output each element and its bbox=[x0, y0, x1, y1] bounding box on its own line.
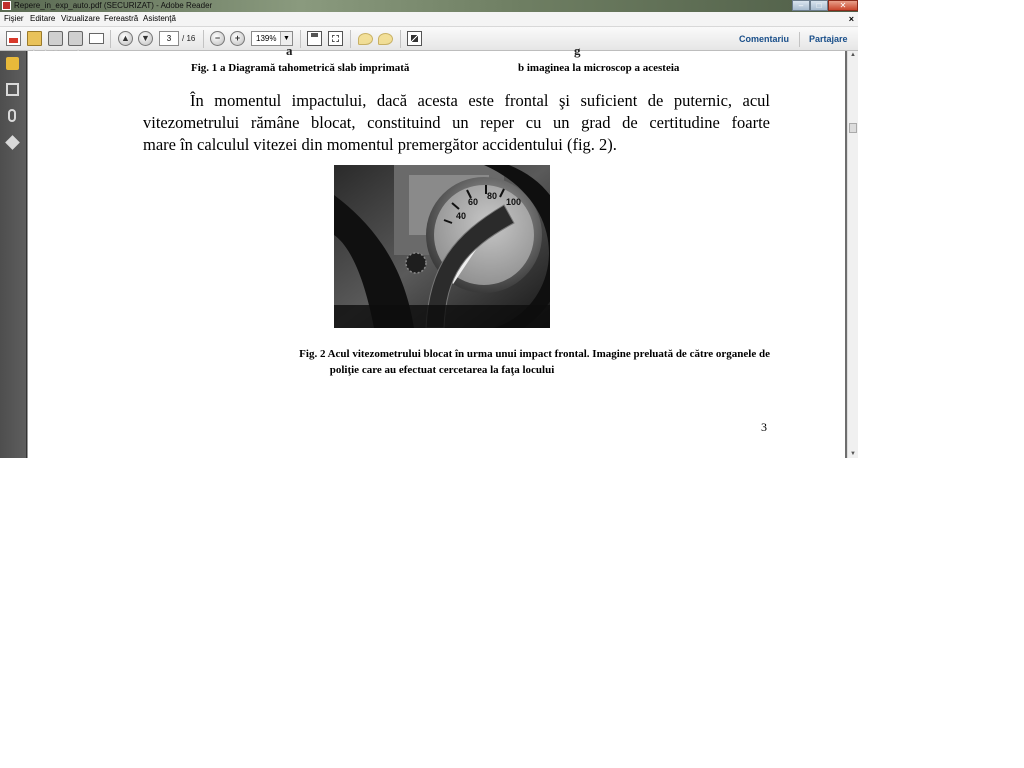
gauge-label: 100 bbox=[506, 197, 522, 207]
layers-icon[interactable] bbox=[5, 135, 20, 150]
fig2-caption-line1: Fig. 2 Acul vitezometrului blocat în urma unui impact frontal. Imagine preluată de către organele de bbox=[299, 348, 770, 360]
chevron-down-icon[interactable]: ▼ bbox=[280, 32, 292, 45]
lock-icon[interactable] bbox=[6, 57, 19, 70]
gauge-label: 60 bbox=[468, 197, 479, 207]
zoom-value: 139% bbox=[256, 34, 277, 43]
navigation-side-panel bbox=[0, 51, 27, 458]
body-paragraph bbox=[143, 90, 770, 156]
toolbar-separator bbox=[400, 30, 401, 48]
document-page[interactable] bbox=[27, 43, 846, 458]
open-folder-icon[interactable] bbox=[27, 31, 42, 46]
page-number-input[interactable]: 3 bbox=[159, 31, 179, 46]
fig2-caption-line2: poliţie care au efectuat cercetarea la faţa locului bbox=[329, 364, 555, 376]
toolbar-separator bbox=[799, 32, 800, 47]
adobe-reader-window bbox=[0, 0, 858, 458]
comment-panel-link[interactable]: Comentariu bbox=[739, 34, 790, 44]
comment-icon[interactable] bbox=[358, 33, 373, 45]
page-up-icon[interactable]: ▲ bbox=[118, 31, 133, 46]
menu-view[interactable]: Vizualizare bbox=[61, 14, 100, 23]
page-number-footer: 3 bbox=[761, 420, 767, 434]
speedometer-photo bbox=[334, 165, 550, 328]
save-icon[interactable] bbox=[68, 31, 83, 46]
scroll-up-icon[interactable]: ▲ bbox=[850, 52, 856, 58]
paragraph-line: În momentul impactului, dacă acesta este frontal şi suficient de puternic, acul bbox=[190, 91, 770, 110]
scrollbar-thumb[interactable] bbox=[849, 123, 857, 133]
toolbar-separator bbox=[350, 30, 351, 48]
paragraph-line: vitezometrului rămâne blocat, constituind un reper cu un grad de certitudine foarte bbox=[143, 113, 770, 132]
window-title: Repere_in_exp_auto.pdf (SECURIZAT) - Adobe Reader bbox=[14, 1, 213, 10]
adobe-reader-app-icon bbox=[2, 1, 11, 10]
toolbar-separator bbox=[203, 30, 204, 48]
fig1-caption-a: Fig. 1 a Diagramă tahometrică slab imprimată bbox=[191, 62, 410, 74]
single-page-icon[interactable] bbox=[307, 31, 322, 46]
paragraph-line: mare în calculul vitezei din momentul premergător accidentului (fig. 2). bbox=[143, 135, 617, 154]
menu-edit[interactable]: Editare bbox=[30, 14, 56, 23]
toolbar bbox=[0, 27, 858, 51]
scroll-down-icon[interactable]: ▼ bbox=[850, 451, 856, 457]
toolbar-separator bbox=[300, 30, 301, 48]
share-panel-link[interactable]: Partajare bbox=[809, 34, 848, 44]
vertical-scrollbar[interactable] bbox=[847, 51, 858, 458]
attachment-icon[interactable] bbox=[8, 109, 16, 122]
zoom-out-icon[interactable]: − bbox=[210, 31, 225, 46]
close-window-button[interactable]: ✕ bbox=[828, 0, 858, 11]
menu-bar bbox=[0, 12, 858, 27]
page-down-icon[interactable]: ▼ bbox=[138, 31, 153, 46]
email-icon[interactable] bbox=[89, 33, 104, 44]
partial-label-a: a bbox=[286, 43, 293, 58]
fig1-caption-b: b imaginea la microscop a acesteia bbox=[518, 62, 680, 74]
gauge-label: 40 bbox=[456, 211, 467, 221]
partial-label-g: g bbox=[574, 43, 581, 58]
highlight-icon[interactable] bbox=[378, 33, 393, 45]
full-screen-icon[interactable] bbox=[407, 31, 422, 46]
maximize-button[interactable]: □ bbox=[810, 0, 828, 11]
minimize-button[interactable]: – bbox=[792, 0, 810, 11]
menu-help[interactable]: Asistenţă bbox=[143, 14, 176, 23]
zoom-in-icon[interactable]: + bbox=[230, 31, 245, 46]
menu-file[interactable]: Fişier bbox=[4, 14, 24, 23]
close-document-button[interactable]: × bbox=[848, 14, 854, 24]
create-pdf-icon[interactable] bbox=[6, 31, 21, 46]
title-bar bbox=[0, 0, 858, 12]
window-controls bbox=[792, 0, 858, 11]
print-icon[interactable] bbox=[48, 31, 63, 46]
pages-icon[interactable] bbox=[6, 83, 19, 96]
page-total: / 16 bbox=[182, 34, 196, 43]
fit-page-icon[interactable] bbox=[328, 31, 343, 46]
toolbar-separator bbox=[110, 30, 111, 48]
menu-window[interactable]: Fereastră bbox=[104, 14, 139, 23]
gauge-label: 80 bbox=[487, 191, 498, 201]
speedometer-photo-art bbox=[334, 165, 550, 328]
